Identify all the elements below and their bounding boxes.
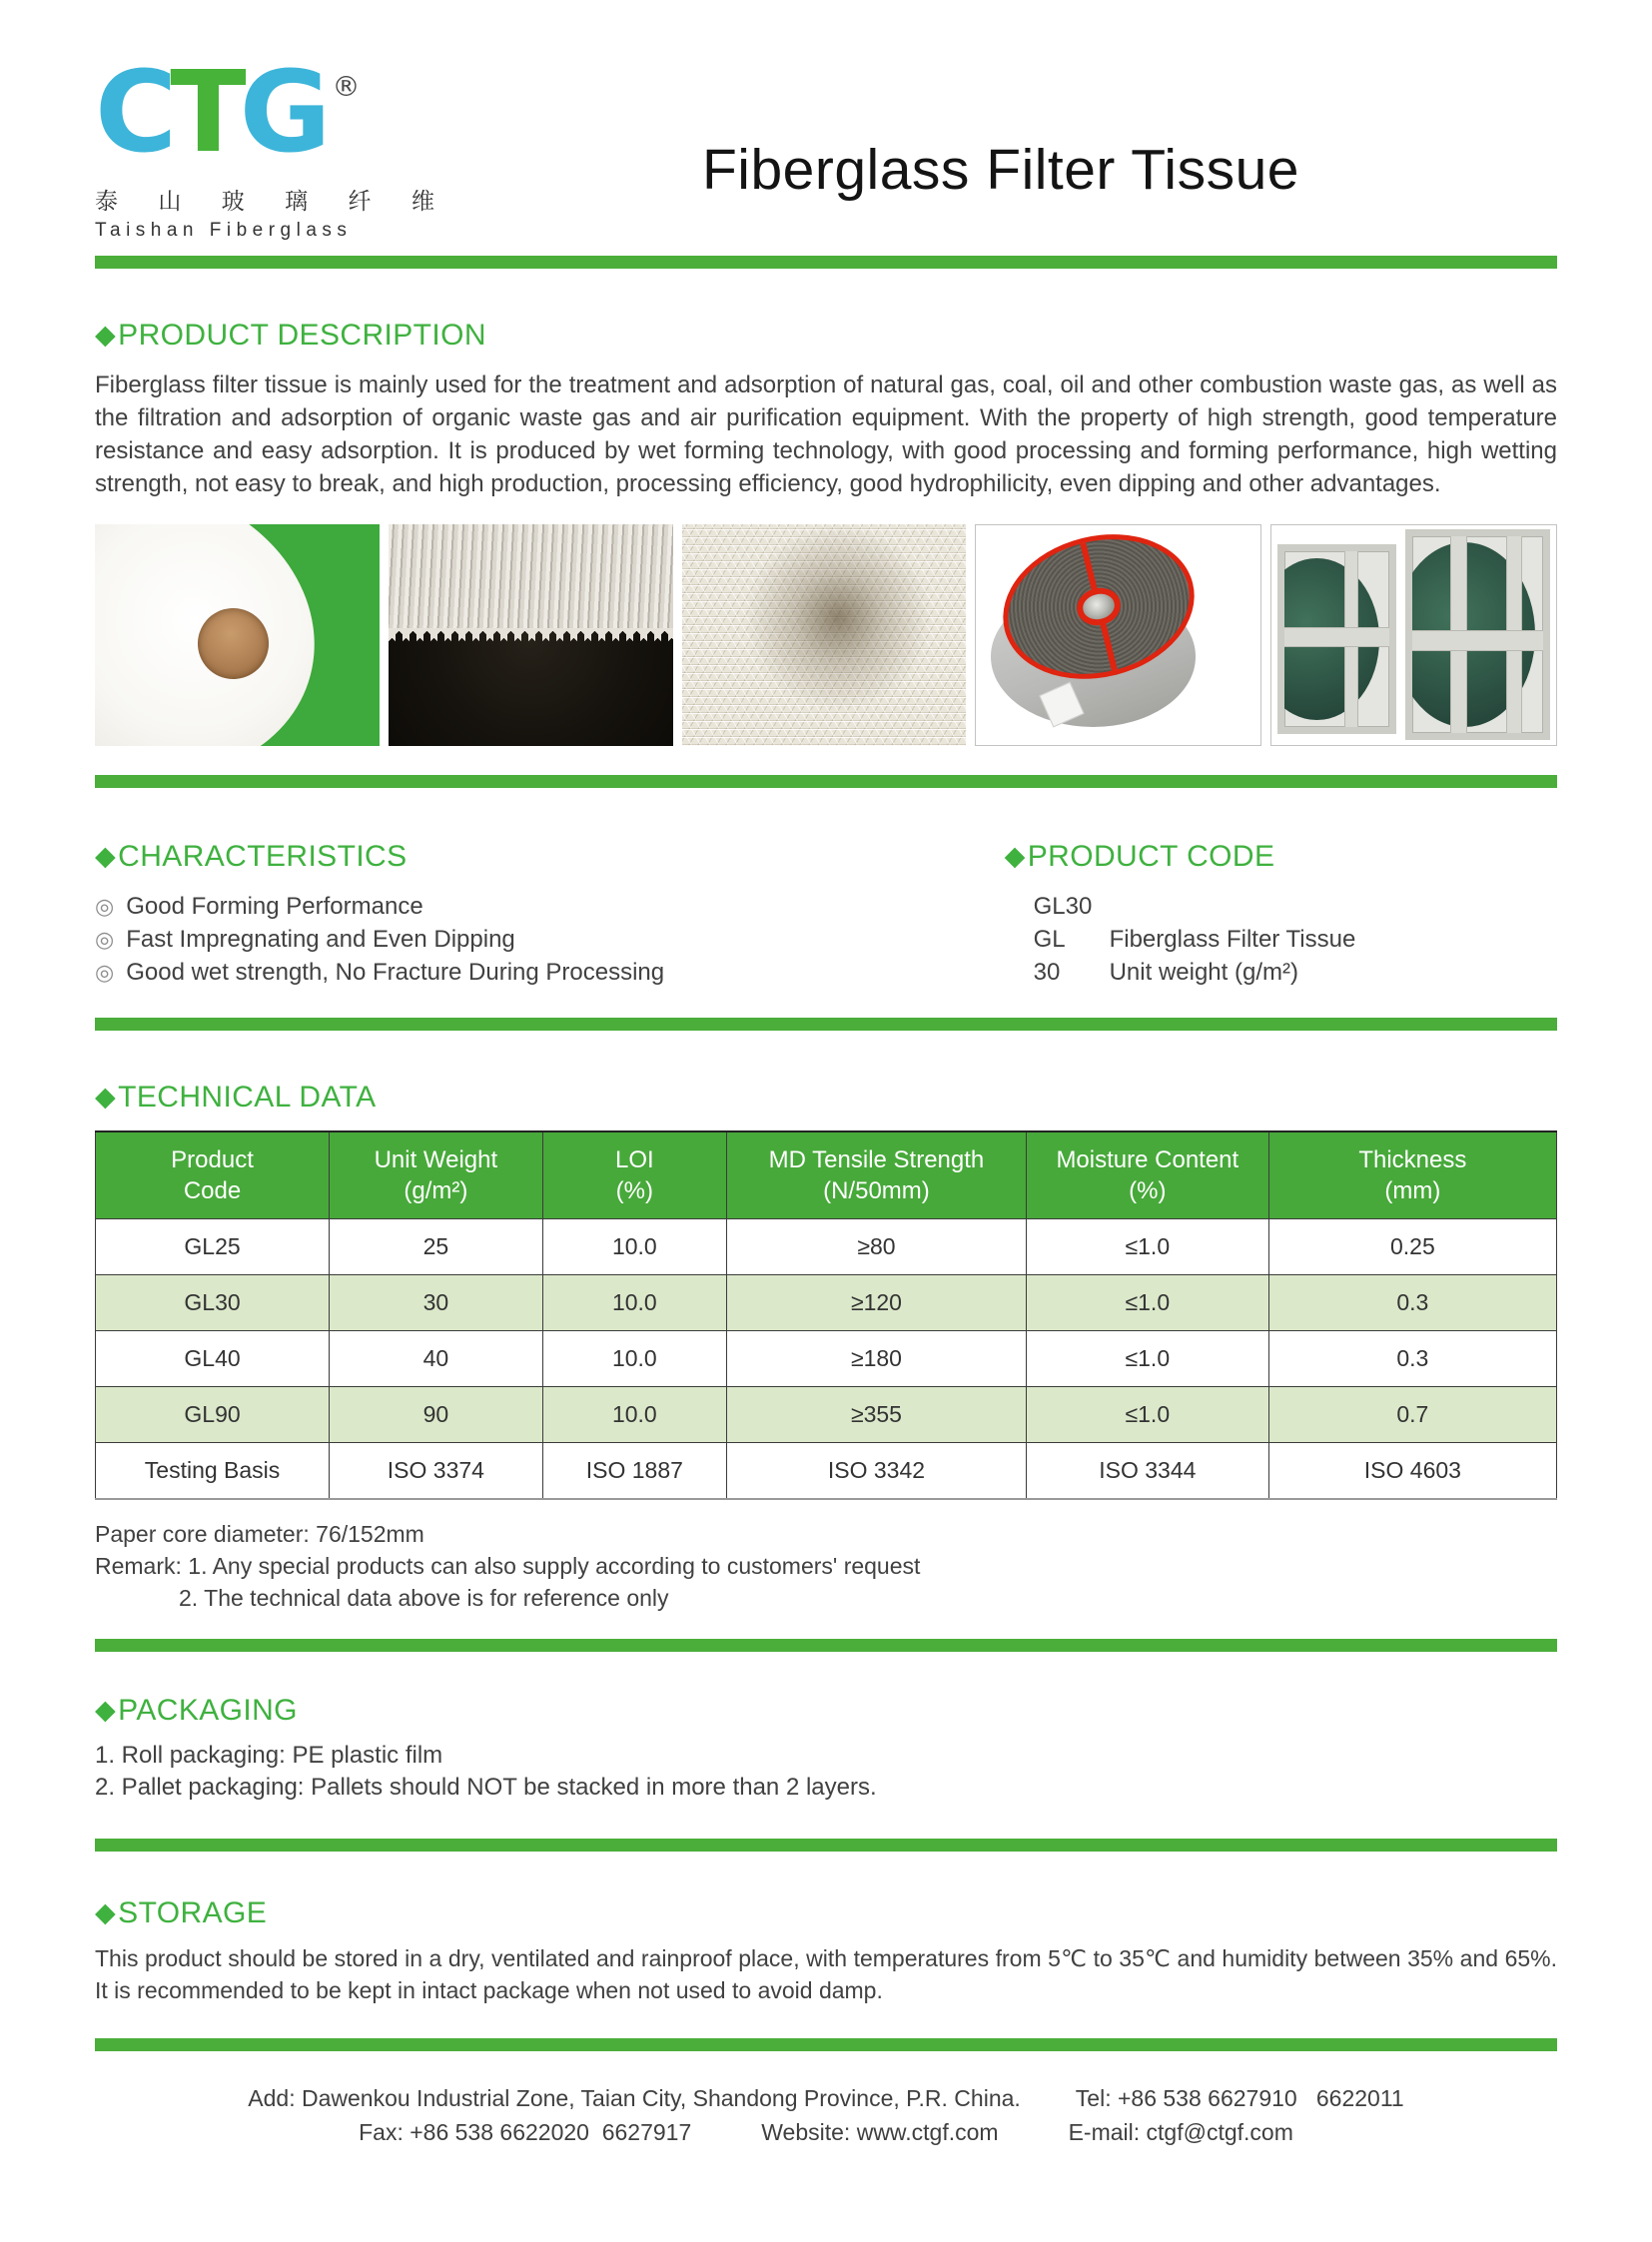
logo-english-name: Taishan Fiberglass <box>95 219 353 241</box>
table-cell: ≥355 <box>727 1386 1027 1442</box>
footer-line-1 <box>95 2081 1557 2115</box>
table-header-cell: Unit Weight (g/m²) <box>330 1131 543 1219</box>
table-cell: 0.3 <box>1268 1274 1556 1330</box>
storage-text: This product should be stored in a dry, ventilated and rainproof place, with temperatures from 5℃ to 35℃ and humidity between 35% and 65%. It is recommended to be kept in intact package when not used to avoid damp. <box>95 1944 1557 2003</box>
section-divider <box>95 775 1557 788</box>
technical-data-section <box>95 1081 1557 1614</box>
table-cell: 10.0 <box>542 1274 726 1330</box>
table-cell: 10.0 <box>542 1330 726 1386</box>
table-cell: 25 <box>330 1218 543 1274</box>
table-header-cell: Moisture Content (%) <box>1026 1131 1268 1219</box>
logo-letter-c: C <box>95 48 171 178</box>
drum-hub <box>1073 583 1125 629</box>
list-item: 2. Pallet packaging: Pallets should NOT be stacked in more than 2 layers. <box>95 1773 877 1801</box>
code-term: 30 <box>1033 958 1061 986</box>
code-definition: Unit weight (g/m²) <box>1109 958 1298 986</box>
table-cell: ISO 3342 <box>727 1442 1027 1499</box>
table-cell: ISO 3374 <box>330 1442 543 1499</box>
address-text: Add: Dawenkou Industrial Zone, Taian City, Shandong Province, P.R. China. <box>248 2084 1021 2111</box>
characteristics-and-code-row <box>95 840 1557 989</box>
code-definition: Fiberglass Filter Tissue <box>1109 925 1356 953</box>
product-description-text: Fiberglass filter tissue is mainly used for the treatment and adsorption of natural gas, coal, oil and other combustion waste gas, as well as the filtration and adsorption of organic waste gas and air purification equipment. With the property of high strength, good temperature resistance and easy adsorption. It is produced by wet forming technology, with good processing and forming performance, high wetting strength, not easy to break, and high production, processing efficiency, good hydrophilicity, even dipping and other advantages. <box>95 371 1557 497</box>
section-divider <box>95 1018 1557 1031</box>
table-header-row <box>96 1131 1557 1219</box>
section-divider <box>95 1639 1557 1652</box>
table-cell: ≤1.0 <box>1026 1330 1268 1386</box>
diamond-icon: ◆ <box>1004 841 1026 872</box>
ring-bullet-icon: ◎ <box>95 893 115 919</box>
table-cell: ≥80 <box>727 1218 1027 1274</box>
panel-front <box>1405 529 1550 740</box>
photo-pleated-media <box>389 524 673 746</box>
heading-label: PACKAGING <box>118 1693 298 1727</box>
heading-label: TECHNICAL DATA <box>118 1080 377 1114</box>
logo-letter-t: T <box>170 48 240 178</box>
table-cell: 30 <box>330 1274 543 1330</box>
table-cell: 10.0 <box>542 1386 726 1442</box>
footer-line-2 <box>95 2115 1557 2149</box>
product-code-value: GL30 <box>1033 892 1093 920</box>
photo-filter-drum <box>975 524 1261 746</box>
table-cell: ≥120 <box>727 1274 1027 1330</box>
frame-bar <box>1412 631 1543 651</box>
packaging-section <box>95 1694 1557 1804</box>
photo-filter-panels <box>1270 524 1557 746</box>
ring-bullet-icon: ◎ <box>95 926 115 952</box>
table-row <box>96 1330 1557 1386</box>
list-item-text: Good wet strength, No Fracture During Processing <box>126 958 665 986</box>
code-definition-row <box>1034 956 1557 989</box>
frame-bar <box>1284 628 1390 646</box>
company-logo <box>95 48 451 242</box>
note-paper-core: Paper core diameter: 76/152mm <box>95 1520 424 1547</box>
list-item-text: Good Forming Performance <box>126 892 423 920</box>
table-cell: 10.0 <box>542 1218 726 1274</box>
diamond-icon: ◆ <box>95 320 117 351</box>
table-header-cell: Thickness (mm) <box>1268 1131 1556 1219</box>
pleat-zigzag-edge <box>389 628 673 641</box>
table-notes <box>95 1518 1557 1614</box>
note-remark-1: Remark: 1. Any special products can also supply according to customers' request <box>95 1552 921 1579</box>
ctg-logo-text <box>95 48 444 178</box>
page-title: Fiberglass Filter Tissue <box>701 138 1299 202</box>
heading-label: PRODUCT CODE <box>1027 839 1275 873</box>
table-header-cell: Product Code <box>96 1131 330 1219</box>
logo-chinese-name: 泰 山 玻 璃 纤 维 <box>95 187 451 214</box>
characteristics-heading <box>95 840 1005 874</box>
logo-letter-g: G <box>239 48 325 178</box>
registered-mark-icon: ® <box>332 70 361 103</box>
table-header-cell: MD Tensile Strength (N/50mm) <box>727 1131 1027 1219</box>
list-item <box>95 956 1005 989</box>
diamond-icon: ◆ <box>95 1082 117 1113</box>
technical-data-table <box>95 1130 1557 1500</box>
diamond-icon: ◆ <box>95 1695 117 1726</box>
table-cell: 0.7 <box>1268 1386 1556 1442</box>
contact-footer <box>95 2081 1557 2149</box>
table-row <box>96 1218 1557 1274</box>
table-cell: GL40 <box>96 1330 330 1386</box>
section-divider <box>95 256 1557 269</box>
product-code-section <box>1005 840 1557 989</box>
table-row <box>96 1386 1557 1442</box>
list-item <box>95 923 1005 956</box>
table-cell: ≤1.0 <box>1026 1274 1268 1330</box>
table-cell: ISO 1887 <box>542 1442 726 1499</box>
photo-fiberglass-roll <box>95 524 380 746</box>
code-definition-row <box>1034 923 1557 956</box>
telephone-text: Tel: +86 538 6627910 6622011 <box>1075 2084 1404 2111</box>
table-cell: ISO 3344 <box>1026 1442 1268 1499</box>
table-cell: GL90 <box>96 1386 330 1442</box>
header <box>95 48 1557 242</box>
technical-data-heading <box>95 1081 1557 1115</box>
table-cell: GL25 <box>96 1218 330 1274</box>
table-cell: ≥180 <box>727 1330 1027 1386</box>
list-item: 1. Roll packaging: PE plastic film <box>95 1741 443 1769</box>
email-text: E-mail: ctgf@ctgf.com <box>1068 2118 1293 2145</box>
storage-heading <box>95 1896 1557 1930</box>
table-cell: ISO 4603 <box>1268 1442 1556 1499</box>
table-cell: Testing Basis <box>96 1442 330 1499</box>
table-row <box>96 1442 1557 1499</box>
product-code-heading <box>1005 840 1557 874</box>
table-cell: 0.25 <box>1268 1218 1556 1274</box>
table-header-cell: LOI (%) <box>542 1131 726 1219</box>
storage-section <box>95 1896 1557 2006</box>
fax-text: Fax: +86 538 6622020 6627917 <box>359 2118 692 2145</box>
table-cell: ≤1.0 <box>1026 1218 1268 1274</box>
product-description-section <box>95 319 1557 500</box>
heading-label: STORAGE <box>118 1895 268 1929</box>
table-cell: GL30 <box>96 1274 330 1330</box>
table-cell: 90 <box>330 1386 543 1442</box>
table-cell: 0.3 <box>1268 1330 1556 1386</box>
packaging-list <box>95 1740 1557 1804</box>
pleat-shadow <box>389 628 673 746</box>
ring-bullet-icon: ◎ <box>95 959 115 985</box>
note-remark-2: 2. The technical data above is for reference only <box>179 1584 669 1611</box>
table-cell: 40 <box>330 1330 543 1386</box>
section-divider <box>95 1839 1557 1852</box>
title-area <box>444 55 1557 203</box>
packaging-heading <box>95 1694 1557 1728</box>
table-cell: ≤1.0 <box>1026 1386 1268 1442</box>
product-code-block <box>1005 890 1557 989</box>
code-term: GL <box>1033 925 1066 953</box>
photo-honeycomb-texture <box>682 524 967 746</box>
pleat-texture <box>389 524 673 628</box>
panel-back <box>1277 544 1397 733</box>
heading-label: PRODUCT DESCRIPTION <box>118 318 486 352</box>
list-item <box>95 890 1005 923</box>
list-item-text: Fast Impregnating and Even Dipping <box>126 925 515 953</box>
diamond-icon: ◆ <box>95 841 117 872</box>
diamond-icon: ◆ <box>95 1897 117 1928</box>
characteristics-section <box>95 840 1005 989</box>
website-text: Website: www.ctgf.com <box>761 2118 999 2145</box>
honeycomb-mesh <box>682 524 967 746</box>
heading-label: CHARACTERISTICS <box>118 839 408 873</box>
product-photos-row <box>95 524 1557 746</box>
product-description-heading <box>95 319 1557 353</box>
characteristics-list <box>95 890 1005 989</box>
section-divider <box>95 2038 1557 2051</box>
table-row <box>96 1274 1557 1330</box>
